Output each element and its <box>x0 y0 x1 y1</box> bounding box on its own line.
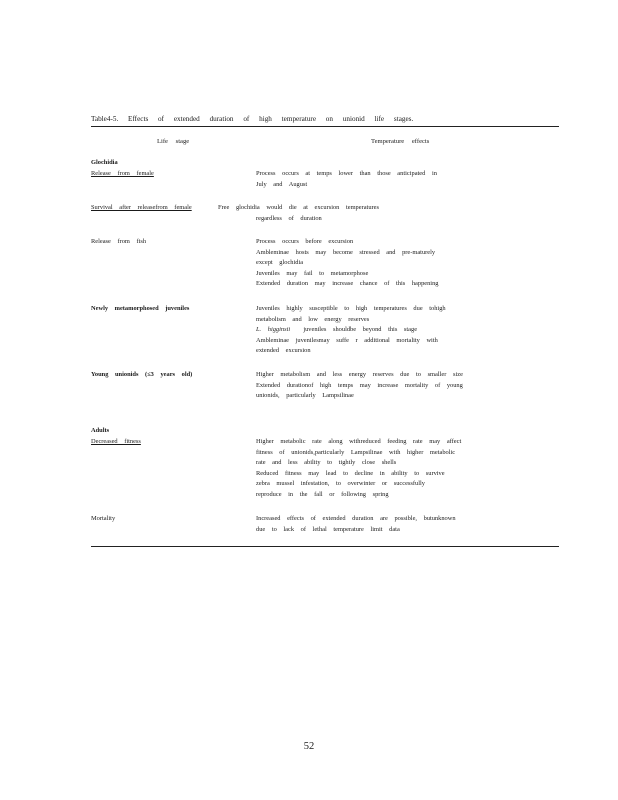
stage-newly-metamorphosed-juveniles: Newly metamorphosed juveniles <box>91 305 190 312</box>
effect-line: Higher metabolism and less energy reserves due to smaller size <box>256 371 463 378</box>
effect-line: Free glochidia would die at excursion temperatures <box>218 204 379 211</box>
stage-young-unionids: Young unionids (≤3 years old) <box>91 371 193 378</box>
effect-line: zebra mussel infestation, to overwinter or successfully <box>256 480 425 487</box>
effect-line: reproduce in the fall or following spring <box>256 490 389 498</box>
stage-decreased-fitness: Decreased fitness <box>91 438 141 445</box>
effect-line: Process occurs at temps lower than those anticipated in <box>256 170 437 177</box>
effect-line: unionids, particularly Lampsilinae <box>256 392 354 399</box>
page-number: 52 <box>303 741 315 752</box>
stage-release-from-fish: Release from fish <box>91 238 147 245</box>
effect-line: Juveniles may fail to metamorphose <box>256 269 369 277</box>
effect-line-rest: juveniles shouldbe beyond this stage <box>303 326 418 333</box>
effect-line: July and August <box>256 180 308 188</box>
section-heading-glochidia: Glochidia <box>91 159 118 166</box>
species-name: L. higginsii <box>256 326 291 333</box>
effect-line: regardless of duration <box>256 214 322 222</box>
effect-line: Juveniles highly susceptible to high temperatures due tohigh <box>256 305 446 312</box>
column-header-life-stage: Life stage <box>157 138 190 145</box>
effect-line: extended excursion <box>256 347 311 354</box>
effects-mortality <box>256 514 456 535</box>
effect-line: except glochidia <box>256 259 304 266</box>
effects-release-from-fish <box>256 237 438 290</box>
section-heading-adults: Adults <box>91 427 110 434</box>
effects-newly-metamorphosed-juveniles <box>256 304 446 357</box>
effect-line: Ambleminae juvenilesmay suffe r additional mortality with <box>256 336 438 344</box>
effect-line: Reduced fitness may lead to decline in ability to survive <box>256 469 445 477</box>
effect-line: Higher metabolic rate along withreduced feeding rate may affect <box>256 438 462 445</box>
column-header-temperature-effects: Temperature effects <box>371 138 430 145</box>
effect-line: Extended durationof high temps may increase mortality of young <box>256 381 463 389</box>
stage-mortality: Mortality <box>91 515 116 522</box>
effect-line: Extended duration may increase chance of this happening <box>256 280 439 287</box>
effect-line: rate and less ability to tightly close shells <box>256 459 397 466</box>
stage-release-from-female: Release from female <box>91 170 154 177</box>
effect-line: Increased effects of extended duration are possible, butunknown <box>256 515 456 522</box>
effects-young-unionids <box>256 370 463 402</box>
effects-decreased-fitness <box>256 437 461 500</box>
effect-line: Process occurs before excursion <box>256 238 354 245</box>
effect-line: Ambleminae hosts may become stressed and pre-maturely <box>256 248 436 256</box>
effect-line: metabolism and low energy reserves <box>256 315 370 323</box>
effect-line <box>256 325 446 336</box>
table-caption: Table4-5. Effects of extended duration of high temperature on unionid life stages. <box>91 115 414 123</box>
stage-survival-after-release: Survival after releasefrom female <box>91 204 192 211</box>
table-bottom-rule <box>91 546 559 547</box>
effects-survival-after-release <box>218 203 379 224</box>
table-top-rule <box>91 126 559 127</box>
effect-line: fitness of unionids,particularly Lampsilinae with higher metabolic <box>256 448 456 456</box>
effects-release-from-female <box>256 169 437 190</box>
effect-line: due to lack of lethal temperature limit data <box>256 525 400 533</box>
